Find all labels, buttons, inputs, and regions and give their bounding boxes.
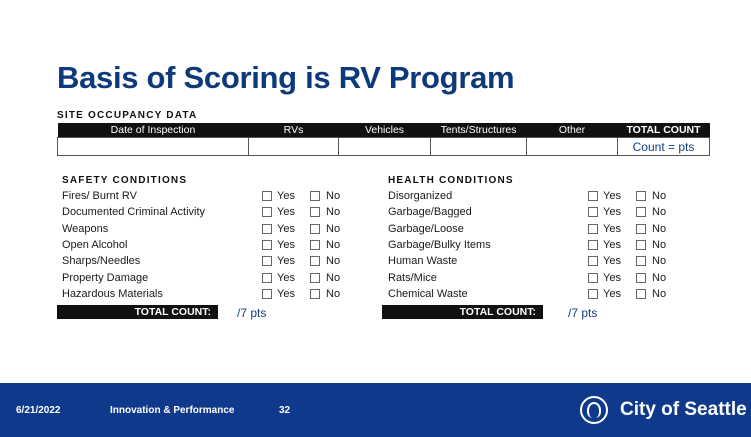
col-vehicles: Vehicles xyxy=(339,123,431,138)
no-label: No xyxy=(652,206,667,219)
yes-label: Yes xyxy=(277,271,295,284)
yes-checkbox[interactable] xyxy=(262,256,272,266)
other-cell[interactable] xyxy=(527,138,618,156)
no-label: No xyxy=(652,287,667,300)
safety-condition-row xyxy=(62,272,356,286)
no-label: No xyxy=(652,271,667,284)
health-condition-row xyxy=(388,288,682,302)
yes-label: Yes xyxy=(603,206,621,219)
yes-label: Yes xyxy=(603,271,621,284)
condition-label: Documented Criminal Activity xyxy=(62,206,206,219)
rvs-cell[interactable] xyxy=(249,138,339,156)
no-checkbox[interactable] xyxy=(310,273,320,283)
health-condition-row xyxy=(388,272,682,286)
occupancy-header-row xyxy=(58,123,710,138)
condition-label: Open Alcohol xyxy=(62,238,128,251)
yes-checkbox[interactable] xyxy=(262,240,272,250)
site-occupancy-label: SITE OCCUPANCY DATA xyxy=(57,110,198,121)
safety-condition-row xyxy=(62,255,356,269)
yes-label: Yes xyxy=(277,287,295,300)
footer-page-number: 32 xyxy=(279,405,291,416)
yes-checkbox[interactable] xyxy=(262,289,272,299)
yes-checkbox[interactable] xyxy=(262,207,272,217)
condition-label: Sharps/Needles xyxy=(62,255,141,268)
health-condition-row xyxy=(388,190,682,204)
slide-title: Basis of Scoring is RV Program xyxy=(57,60,515,95)
yes-label: Yes xyxy=(277,190,295,202)
yes-checkbox[interactable] xyxy=(588,207,598,217)
safety-points: /7 pts xyxy=(237,306,267,320)
no-checkbox[interactable] xyxy=(636,273,646,283)
yes-checkbox[interactable] xyxy=(588,256,598,266)
yes-checkbox[interactable] xyxy=(262,191,272,201)
footer-department: Innovation & Performance xyxy=(110,405,235,416)
no-checkbox[interactable] xyxy=(636,240,646,250)
safety-total-count-bar: TOTAL COUNT: xyxy=(57,305,218,319)
yes-label: Yes xyxy=(603,287,621,300)
city-logo-text: City of Seattle xyxy=(620,399,747,420)
no-label: No xyxy=(326,287,341,300)
health-condition-row xyxy=(388,255,682,269)
no-label: No xyxy=(326,271,341,284)
no-label: No xyxy=(652,222,667,235)
city-seal-icon xyxy=(580,396,608,424)
yes-label: Yes xyxy=(603,222,621,235)
col-other: Other xyxy=(527,123,618,138)
yes-label: Yes xyxy=(277,206,295,219)
yes-checkbox[interactable] xyxy=(588,224,598,234)
condition-label: Disorganized xyxy=(388,190,453,202)
no-label: No xyxy=(652,255,667,268)
health-conditions-label: HEALTH CONDITIONS xyxy=(388,175,514,186)
safety-condition-row xyxy=(62,223,356,237)
no-checkbox[interactable] xyxy=(636,191,646,201)
col-rvs: RVs xyxy=(249,123,339,138)
no-checkbox[interactable] xyxy=(636,256,646,266)
health-condition-row xyxy=(388,223,682,237)
no-checkbox[interactable] xyxy=(310,289,320,299)
site-occupancy-table xyxy=(57,123,710,156)
total-count-cell: Count = pts xyxy=(618,138,710,156)
no-checkbox[interactable] xyxy=(636,289,646,299)
condition-label: Human Waste xyxy=(388,255,458,268)
no-label: No xyxy=(652,190,667,202)
health-points: /7 pts xyxy=(568,306,598,320)
safety-condition-row xyxy=(62,190,356,204)
health-condition-row xyxy=(388,239,682,253)
safety-condition-row xyxy=(62,239,356,253)
no-label: No xyxy=(326,206,341,219)
yes-checkbox[interactable] xyxy=(588,240,598,250)
col-tents-structures: Tents/Structures xyxy=(431,123,527,138)
condition-label: Weapons xyxy=(62,222,109,235)
health-condition-row xyxy=(388,206,682,220)
no-checkbox[interactable] xyxy=(310,207,320,217)
yes-label: Yes xyxy=(277,222,295,235)
yes-checkbox[interactable] xyxy=(262,273,272,283)
yes-checkbox[interactable] xyxy=(588,289,598,299)
no-checkbox[interactable] xyxy=(636,224,646,234)
condition-label: Fires/ Burnt RV xyxy=(62,190,137,202)
safety-condition-row xyxy=(62,206,356,220)
yes-checkbox[interactable] xyxy=(262,224,272,234)
condition-label: Garbage/Bagged xyxy=(388,206,472,219)
condition-label: Garbage/Loose xyxy=(388,222,464,235)
yes-checkbox[interactable] xyxy=(588,273,598,283)
condition-label: Property Damage xyxy=(62,271,149,284)
no-label: No xyxy=(326,255,341,268)
no-checkbox[interactable] xyxy=(310,240,320,250)
yes-label: Yes xyxy=(603,190,621,202)
yes-label: Yes xyxy=(603,238,621,251)
no-label: No xyxy=(326,222,341,235)
yes-label: Yes xyxy=(277,238,295,251)
occupancy-entry-row xyxy=(58,138,710,156)
no-label: No xyxy=(326,190,341,202)
safety-conditions-label: SAFETY CONDITIONS xyxy=(62,175,188,186)
no-label: No xyxy=(652,238,667,251)
no-checkbox[interactable] xyxy=(636,207,646,217)
condition-label: Garbage/Bulky Items xyxy=(388,238,491,251)
health-total-count-bar: TOTAL COUNT: xyxy=(382,305,543,319)
condition-label: Chemical Waste xyxy=(388,287,468,300)
no-label: No xyxy=(326,238,341,251)
col-total-count: TOTAL COUNT xyxy=(618,123,710,138)
tents-cell[interactable] xyxy=(431,138,527,156)
no-checkbox[interactable] xyxy=(310,224,320,234)
no-checkbox[interactable] xyxy=(310,191,320,201)
no-checkbox[interactable] xyxy=(310,256,320,266)
yes-label: Yes xyxy=(277,255,295,268)
vehicles-cell[interactable] xyxy=(339,138,431,156)
safety-condition-row xyxy=(62,288,356,302)
yes-label: Yes xyxy=(603,255,621,268)
date-cell[interactable] xyxy=(58,138,249,156)
yes-checkbox[interactable] xyxy=(588,191,598,201)
col-date-of-inspection: Date of Inspection xyxy=(58,123,249,138)
condition-label: Rats/Mice xyxy=(388,271,437,284)
condition-label: Hazardous Materials xyxy=(62,287,163,300)
footer-bar xyxy=(0,383,751,437)
footer-date: 6/21/2022 xyxy=(16,405,61,416)
